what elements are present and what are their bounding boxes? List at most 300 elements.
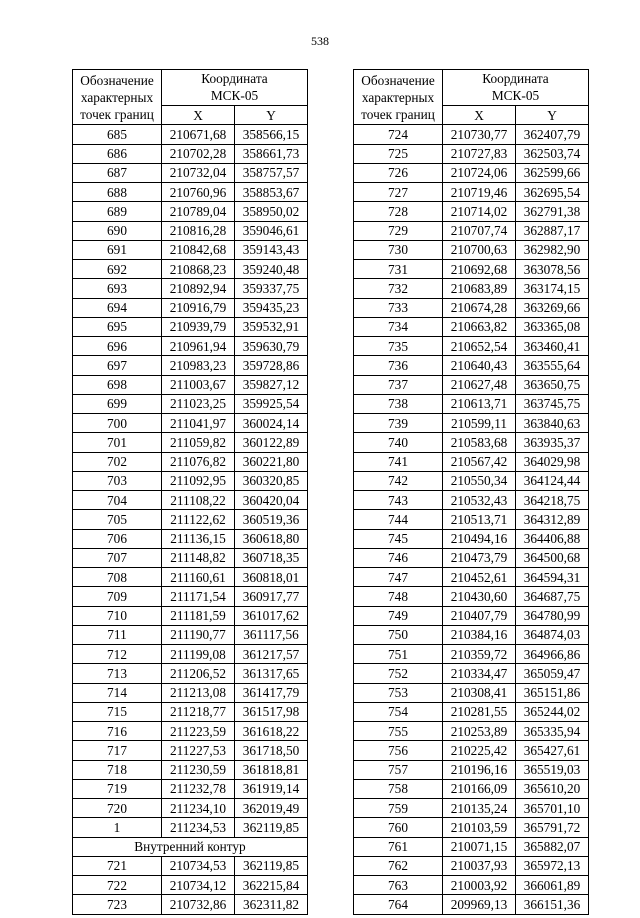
x-coordinate-cell: 211023,25 — [162, 394, 235, 413]
point-code-cell: 687 — [73, 163, 162, 182]
x-coordinate-cell: 210892,94 — [162, 279, 235, 298]
y-coordinate-cell: 359728,86 — [235, 356, 308, 375]
x-coordinate-cell: 210532,43 — [443, 491, 516, 510]
y-coordinate-cell: 362311,82 — [235, 895, 308, 914]
y-coordinate-cell: 365610,20 — [516, 779, 589, 798]
point-code-cell: 736 — [354, 356, 443, 375]
header-line: МСК-05 — [210, 87, 259, 103]
table-row — [73, 452, 308, 471]
point-code-cell: 709 — [73, 587, 162, 606]
table-row — [354, 510, 589, 529]
table-row — [354, 375, 589, 394]
y-coordinate-cell: 365972,13 — [516, 856, 589, 875]
x-coordinate-cell: 210816,28 — [162, 221, 235, 240]
x-coordinate-cell: 209969,13 — [443, 895, 516, 914]
x-coordinate-cell: 211136,15 — [162, 529, 235, 548]
x-coordinate-cell: 210627,48 — [443, 375, 516, 394]
table-row — [73, 722, 308, 741]
point-code-cell: 757 — [354, 760, 443, 779]
x-coordinate-cell: 210692,68 — [443, 260, 516, 279]
y-coordinate-cell: 362407,79 — [516, 125, 589, 144]
table-row — [73, 279, 308, 298]
y-coordinate-cell: 366151,36 — [516, 895, 589, 914]
x-coordinate-cell: 210281,55 — [443, 702, 516, 721]
point-code-cell: 701 — [73, 433, 162, 452]
x-coordinate-cell: 210613,71 — [443, 394, 516, 413]
table-row — [354, 760, 589, 779]
y-coordinate-cell: 365151,86 — [516, 683, 589, 702]
table-row — [73, 317, 308, 336]
point-code-cell: 717 — [73, 741, 162, 760]
y-coordinate-cell: 358950,02 — [235, 202, 308, 221]
y-coordinate-cell: 366061,89 — [516, 876, 589, 895]
point-code-cell: 690 — [73, 221, 162, 240]
table-row — [354, 587, 589, 606]
point-code-cell: 695 — [73, 317, 162, 336]
y-coordinate-cell: 364406,88 — [516, 529, 589, 548]
point-code-cell: 725 — [354, 144, 443, 163]
point-code-cell: 703 — [73, 471, 162, 490]
table-row — [73, 202, 308, 221]
x-coordinate-cell: 210727,83 — [443, 144, 516, 163]
y-coordinate-cell: 359240,48 — [235, 260, 308, 279]
x-coordinate-cell: 210734,53 — [162, 856, 235, 875]
point-code-cell: 731 — [354, 260, 443, 279]
table-row — [354, 414, 589, 433]
table-row — [354, 260, 589, 279]
point-code-cell: 730 — [354, 240, 443, 259]
x-coordinate-cell: 211206,52 — [162, 664, 235, 683]
x-coordinate-cell: 210939,79 — [162, 317, 235, 336]
x-coordinate-cell: 210037,93 — [443, 856, 516, 875]
y-coordinate-cell: 360618,80 — [235, 529, 308, 548]
point-code-cell: 760 — [354, 818, 443, 837]
point-code-cell: 688 — [73, 183, 162, 202]
table-row — [73, 818, 308, 837]
table-row — [354, 433, 589, 452]
x-coordinate-cell: 210732,86 — [162, 895, 235, 914]
x-coordinate-cell: 211041,97 — [162, 414, 235, 433]
y-coordinate-cell: 363840,63 — [516, 414, 589, 433]
table-row — [73, 356, 308, 375]
table-row — [73, 741, 308, 760]
y-coordinate-cell: 363269,66 — [516, 298, 589, 317]
point-code-cell: 750 — [354, 625, 443, 644]
y-coordinate-cell: 362695,54 — [516, 183, 589, 202]
x-coordinate-cell: 210714,02 — [443, 202, 516, 221]
table-row — [73, 183, 308, 202]
table-row — [354, 664, 589, 683]
x-coordinate-cell: 210640,43 — [443, 356, 516, 375]
point-code-header — [354, 70, 443, 125]
table-row — [73, 876, 308, 895]
table-row — [354, 240, 589, 259]
x-coordinate-cell: 210674,28 — [443, 298, 516, 317]
y-coordinate-cell: 362887,17 — [516, 221, 589, 240]
x-coordinate-cell: 210583,68 — [443, 433, 516, 452]
point-code-cell: 741 — [354, 452, 443, 471]
x-coordinate-cell: 211227,53 — [162, 741, 235, 760]
table-row — [73, 491, 308, 510]
x-coordinate-cell: 210407,79 — [443, 606, 516, 625]
point-code-cell: 699 — [73, 394, 162, 413]
y-coordinate-cell: 365701,10 — [516, 799, 589, 818]
x-coordinate-cell: 210916,79 — [162, 298, 235, 317]
table-row — [73, 625, 308, 644]
y-coordinate-cell: 364780,99 — [516, 606, 589, 625]
table-row — [354, 548, 589, 567]
table-row — [73, 779, 308, 798]
point-code-cell: 756 — [354, 741, 443, 760]
x-coordinate-cell: 210842,68 — [162, 240, 235, 259]
x-coordinate-cell: 211076,82 — [162, 452, 235, 471]
point-code-cell: 762 — [354, 856, 443, 875]
point-code-cell: 685 — [73, 125, 162, 144]
table-body — [73, 125, 308, 914]
point-code-cell: 747 — [354, 568, 443, 587]
point-code-cell: 744 — [354, 510, 443, 529]
x-coordinate-cell: 210707,74 — [443, 221, 516, 240]
x-coordinate-cell: 210760,96 — [162, 183, 235, 202]
point-code-cell: 753 — [354, 683, 443, 702]
point-code-cell: 763 — [354, 876, 443, 895]
point-code-cell: 700 — [73, 414, 162, 433]
x-coordinate-cell: 211092,95 — [162, 471, 235, 490]
section-row — [73, 837, 308, 856]
x-coordinate-cell: 210196,16 — [443, 760, 516, 779]
table-body — [354, 125, 589, 914]
header-line: характерных — [361, 90, 435, 106]
x-coordinate-cell: 210494,16 — [443, 529, 516, 548]
y-coordinate-cell: 362982,90 — [516, 240, 589, 259]
y-coordinate-cell: 363174,15 — [516, 279, 589, 298]
y-coordinate-cell: 361017,62 — [235, 606, 308, 625]
table-row — [73, 760, 308, 779]
x-coordinate-cell: 210384,16 — [443, 625, 516, 644]
point-code-cell: 734 — [354, 317, 443, 336]
table-row — [354, 356, 589, 375]
point-code-cell: 696 — [73, 337, 162, 356]
coordinate-header — [162, 70, 308, 106]
point-code-cell: 715 — [73, 702, 162, 721]
point-code-cell: 1 — [73, 818, 162, 837]
table-row — [354, 876, 589, 895]
y-coordinate-cell: 364500,68 — [516, 548, 589, 567]
point-code-cell: 724 — [354, 125, 443, 144]
y-coordinate-cell: 360420,04 — [235, 491, 308, 510]
table-row — [73, 702, 308, 721]
header-line: Обозначение — [361, 72, 435, 88]
page-number: 538 — [311, 34, 329, 48]
y-coordinate-cell: 364966,86 — [516, 645, 589, 664]
y-coordinate-cell: 359630,79 — [235, 337, 308, 356]
y-coordinate-cell: 364312,89 — [516, 510, 589, 529]
section-title: Внутренний контур — [73, 837, 308, 856]
y-coordinate-cell: 359532,91 — [235, 317, 308, 336]
point-code-cell: 713 — [73, 664, 162, 683]
table-row — [354, 279, 589, 298]
y-coordinate-cell: 361217,57 — [235, 645, 308, 664]
table-row — [73, 471, 308, 490]
table-row — [354, 337, 589, 356]
table-row — [73, 895, 308, 914]
point-code-cell: 714 — [73, 683, 162, 702]
point-code-cell: 693 — [73, 279, 162, 298]
table-row — [354, 568, 589, 587]
table-row — [73, 337, 308, 356]
y-coordinate-cell: 359337,75 — [235, 279, 308, 298]
x-coordinate-cell: 211122,62 — [162, 510, 235, 529]
y-coordinate-cell: 360917,77 — [235, 587, 308, 606]
table-row — [354, 471, 589, 490]
x-coordinate-cell: 210724,06 — [443, 163, 516, 182]
table-row — [73, 240, 308, 259]
y-coordinate-cell: 360024,14 — [235, 414, 308, 433]
x-coordinate-cell: 210732,04 — [162, 163, 235, 182]
x-coordinate-cell: 211234,53 — [162, 818, 235, 837]
y-coordinate-cell: 364687,75 — [516, 587, 589, 606]
coordinate-header — [443, 70, 589, 106]
y-coordinate-cell: 364218,75 — [516, 491, 589, 510]
table-row — [73, 587, 308, 606]
y-coordinate-cell: 361517,98 — [235, 702, 308, 721]
point-code-cell: 694 — [73, 298, 162, 317]
table-row — [354, 529, 589, 548]
y-coordinate-cell: 361618,22 — [235, 722, 308, 741]
x-coordinate-cell: 211171,54 — [162, 587, 235, 606]
x-coordinate-cell: 211223,59 — [162, 722, 235, 741]
table-row — [73, 645, 308, 664]
table-row — [354, 683, 589, 702]
x-coordinate-cell: 210430,60 — [443, 587, 516, 606]
header-line: характерных — [80, 90, 154, 106]
table-row — [73, 260, 308, 279]
y-coordinate-cell: 364874,03 — [516, 625, 589, 644]
y-coordinate-cell: 360818,01 — [235, 568, 308, 587]
y-coordinate-cell: 359925,54 — [235, 394, 308, 413]
x-coordinate-cell: 210671,68 — [162, 125, 235, 144]
y-coordinate-cell: 361919,14 — [235, 779, 308, 798]
y-coordinate-cell: 360122,89 — [235, 433, 308, 452]
table-row — [73, 394, 308, 413]
x-coordinate-cell: 210719,46 — [443, 183, 516, 202]
x-coordinate-cell: 210225,42 — [443, 741, 516, 760]
table-row — [354, 394, 589, 413]
table-row — [354, 298, 589, 317]
x-coordinate-cell: 210983,23 — [162, 356, 235, 375]
coordinates-table-right — [353, 69, 589, 915]
y-coordinate-cell: 360221,80 — [235, 452, 308, 471]
y-coordinate-cell: 362503,74 — [516, 144, 589, 163]
point-code-cell: 735 — [354, 337, 443, 356]
table-row — [354, 202, 589, 221]
y-coordinate-cell: 362119,85 — [235, 818, 308, 837]
table-row — [73, 529, 308, 548]
x-coordinate-cell: 210071,15 — [443, 837, 516, 856]
point-code-cell: 754 — [354, 702, 443, 721]
x-coordinate-cell: 210702,28 — [162, 144, 235, 163]
header-line: точек границ — [361, 107, 435, 123]
y-coordinate-cell: 363555,64 — [516, 356, 589, 375]
x-coordinate-cell: 210550,34 — [443, 471, 516, 490]
point-code-cell: 764 — [354, 895, 443, 914]
point-code-cell: 720 — [73, 799, 162, 818]
point-code-header — [73, 70, 162, 125]
table-row — [73, 664, 308, 683]
point-code-cell: 697 — [73, 356, 162, 375]
point-code-cell: 711 — [73, 625, 162, 644]
point-code-cell: 689 — [73, 202, 162, 221]
point-code-cell: 761 — [354, 837, 443, 856]
x-coordinate-cell: 210652,54 — [443, 337, 516, 356]
x-coordinate-cell: 210166,09 — [443, 779, 516, 798]
table-row — [73, 568, 308, 587]
point-code-cell: 742 — [354, 471, 443, 490]
point-code-cell: 727 — [354, 183, 443, 202]
y-coordinate-cell: 365791,72 — [516, 818, 589, 837]
x-coordinate-cell: 210734,12 — [162, 876, 235, 895]
header-line: Координата — [482, 71, 549, 86]
x-coordinate-cell: 211199,08 — [162, 645, 235, 664]
x-coordinate-cell: 211148,82 — [162, 548, 235, 567]
x-coordinate-cell: 210452,61 — [443, 568, 516, 587]
point-code-cell: 721 — [73, 856, 162, 875]
table-row — [354, 702, 589, 721]
table-row — [73, 414, 308, 433]
point-code-cell: 705 — [73, 510, 162, 529]
point-code-cell: 686 — [73, 144, 162, 163]
x-coordinate-cell: 211230,59 — [162, 760, 235, 779]
y-coordinate-cell: 365059,47 — [516, 664, 589, 683]
y-coordinate-cell: 361317,65 — [235, 664, 308, 683]
table-row — [354, 491, 589, 510]
y-coordinate-cell: 361718,50 — [235, 741, 308, 760]
point-code-cell: 698 — [73, 375, 162, 394]
point-code-cell: 738 — [354, 394, 443, 413]
table-row — [73, 144, 308, 163]
x-coordinate-cell: 211234,10 — [162, 799, 235, 818]
x-coordinate-cell: 210253,89 — [443, 722, 516, 741]
x-coordinate-cell: 211160,61 — [162, 568, 235, 587]
point-code-cell: 749 — [354, 606, 443, 625]
header-line: точек границ — [80, 107, 154, 123]
y-coordinate-cell: 362019,49 — [235, 799, 308, 818]
point-code-cell: 722 — [73, 876, 162, 895]
point-code-cell: 748 — [354, 587, 443, 606]
x-coordinate-cell: 210003,92 — [443, 876, 516, 895]
x-coordinate-cell: 210961,94 — [162, 337, 235, 356]
y-coordinate-cell: 362215,84 — [235, 876, 308, 895]
x-coordinate-cell: 210730,77 — [443, 125, 516, 144]
y-coordinate-cell: 362119,85 — [235, 856, 308, 875]
table-row — [354, 221, 589, 240]
header-line: Обозначение — [80, 72, 154, 88]
table-row — [73, 433, 308, 452]
x-coordinate-cell: 211213,08 — [162, 683, 235, 702]
point-code-cell: 732 — [354, 279, 443, 298]
y-coordinate-cell: 358661,73 — [235, 144, 308, 163]
y-coordinate-cell: 361818,81 — [235, 760, 308, 779]
point-code-cell: 712 — [73, 645, 162, 664]
table-row — [354, 722, 589, 741]
point-code-cell: 702 — [73, 452, 162, 471]
y-coordinate-cell: 363365,08 — [516, 317, 589, 336]
y-coordinate-cell: 361417,79 — [235, 683, 308, 702]
y-coordinate-cell: 365427,61 — [516, 741, 589, 760]
point-code-cell: 746 — [354, 548, 443, 567]
point-code-cell: 743 — [354, 491, 443, 510]
y-coordinate-cell: 359435,23 — [235, 298, 308, 317]
table-row — [73, 125, 308, 144]
y-coordinate-cell: 359046,61 — [235, 221, 308, 240]
x-coordinate-cell: 210599,11 — [443, 414, 516, 433]
y-coordinate-cell: 361117,56 — [235, 625, 308, 644]
point-code-cell: 728 — [354, 202, 443, 221]
y-coordinate-cell: 363078,56 — [516, 260, 589, 279]
table-row — [73, 298, 308, 317]
header-line: МСК-05 — [491, 87, 540, 103]
point-code-cell: 719 — [73, 779, 162, 798]
y-coordinate-cell: 360718,35 — [235, 548, 308, 567]
point-code-cell: 733 — [354, 298, 443, 317]
point-code-cell: 691 — [73, 240, 162, 259]
y-coordinate-cell: 360519,36 — [235, 510, 308, 529]
y-coordinate-cell: 365244,02 — [516, 702, 589, 721]
point-code-cell: 755 — [354, 722, 443, 741]
y-coordinate-cell: 359827,12 — [235, 375, 308, 394]
table-row — [354, 856, 589, 875]
y-coordinate-cell: 365519,03 — [516, 760, 589, 779]
table-row — [354, 625, 589, 644]
x-coordinate-cell: 210359,72 — [443, 645, 516, 664]
table-row — [354, 779, 589, 798]
table-row — [354, 818, 589, 837]
table-row — [354, 895, 589, 914]
table-row — [354, 317, 589, 336]
point-code-cell: 716 — [73, 722, 162, 741]
x-coordinate-cell: 211059,82 — [162, 433, 235, 452]
point-code-cell: 739 — [354, 414, 443, 433]
y-coordinate-cell: 360320,85 — [235, 471, 308, 490]
table-row — [73, 221, 308, 240]
y-coordinate-cell: 358566,15 — [235, 125, 308, 144]
point-code-cell: 704 — [73, 491, 162, 510]
point-code-cell: 718 — [73, 760, 162, 779]
table-row — [73, 683, 308, 702]
table-row — [354, 799, 589, 818]
x-coordinate-cell: 210473,79 — [443, 548, 516, 567]
x-coordinate-cell: 211108,22 — [162, 491, 235, 510]
point-code-cell: 758 — [354, 779, 443, 798]
table-row — [73, 856, 308, 875]
table-row — [354, 741, 589, 760]
point-code-cell: 707 — [73, 548, 162, 567]
table-row — [73, 510, 308, 529]
point-code-cell: 759 — [354, 799, 443, 818]
table-row — [73, 548, 308, 567]
y-coordinate-cell: 364124,44 — [516, 471, 589, 490]
y-coordinate-cell: 359143,43 — [235, 240, 308, 259]
point-code-cell: 737 — [354, 375, 443, 394]
point-code-cell: 745 — [354, 529, 443, 548]
y-coordinate-cell: 364029,98 — [516, 452, 589, 471]
x-coordinate-cell: 211190,77 — [162, 625, 235, 644]
x-coordinate-cell: 210683,89 — [443, 279, 516, 298]
point-code-cell: 726 — [354, 163, 443, 182]
table-row — [73, 606, 308, 625]
table-row — [354, 606, 589, 625]
y-coordinate-cell: 362791,38 — [516, 202, 589, 221]
